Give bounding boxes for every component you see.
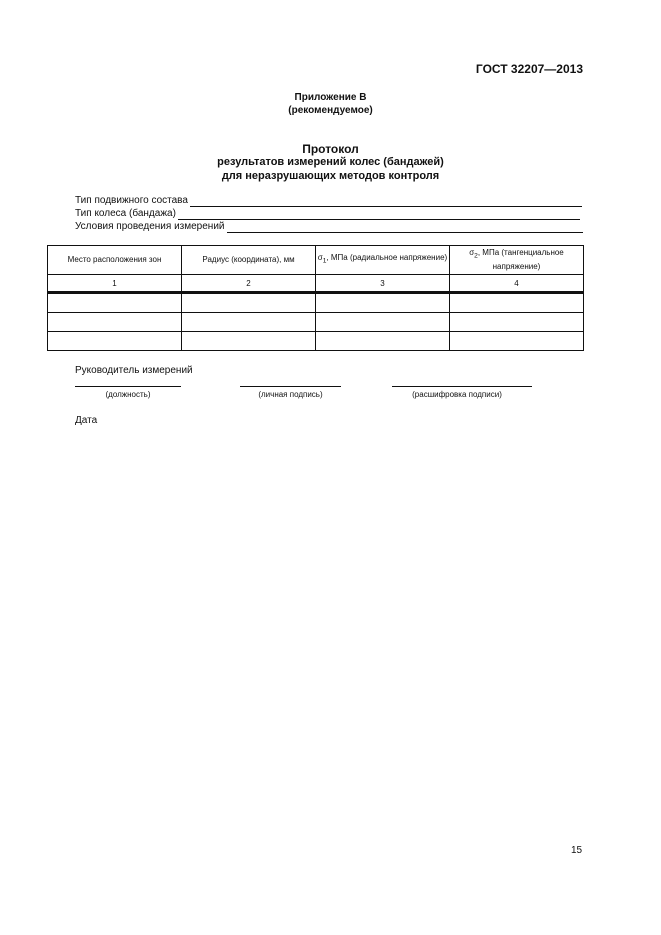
table-row [48, 313, 584, 332]
header-radial-stress [316, 246, 450, 275]
table-cell [182, 332, 316, 351]
column-number: 1 [48, 275, 182, 293]
table-cell [450, 332, 584, 351]
table-cell [48, 332, 182, 351]
rolling-stock-label: Тип подвижного состава [75, 195, 188, 206]
table-cell [316, 293, 450, 313]
table-cell [182, 313, 316, 332]
standard-designation: ГОСТ 32207—2013 [475, 62, 583, 76]
conditions-fill-line [227, 222, 584, 233]
conditions-label: Условия проведения измерений [75, 221, 225, 232]
appendix-status: (рекомендуемое) [288, 105, 373, 116]
radial-stress-text: , МПа (радиальное напряжение) [326, 253, 448, 263]
wheel-type-field [75, 206, 580, 220]
decoding-line [392, 386, 532, 387]
date-label: Дата [75, 415, 98, 426]
table-cell [450, 313, 584, 332]
header-radius: Радиус (координата), мм [182, 246, 316, 275]
position-line [75, 386, 181, 387]
column-number-row [48, 275, 584, 293]
protocol-subtitle-line1: результатов измерений колес (бандажей) [217, 156, 444, 168]
sigma-symbol: σ [317, 253, 323, 263]
page-number: 15 [571, 845, 583, 856]
supervisor-label: Руководитель измерений [75, 365, 193, 376]
tangential-stress-text: , МПа (тангенциальное напряжение) [477, 248, 564, 271]
appendix-title: Приложение В [294, 92, 367, 103]
header-zone-location: Место расположения зон [48, 246, 182, 275]
table-cell [48, 293, 182, 313]
sigma-symbol: σ [469, 248, 475, 258]
position-caption: (должность) [105, 390, 151, 399]
protocol-title: Протокол [302, 142, 359, 156]
table-row [48, 332, 584, 351]
column-number: 4 [450, 275, 584, 293]
sigma-subscript: 2 [474, 252, 478, 260]
table-cell [450, 293, 584, 313]
table-cell [316, 313, 450, 332]
signature-caption: (личная подпись) [258, 390, 323, 399]
column-number: 3 [316, 275, 450, 293]
conditions-field [75, 219, 583, 233]
table-cell [182, 293, 316, 313]
sigma-subscript: 1 [322, 257, 327, 265]
decoding-caption: (расшифровка подписи) [412, 390, 502, 399]
measurement-table [47, 245, 584, 351]
column-number: 2 [182, 275, 316, 293]
rolling-stock-field [75, 193, 582, 207]
header-tangential-stress [450, 246, 584, 275]
protocol-subtitle-line2: для неразрушающих методов контроля [221, 170, 440, 182]
wheel-type-label: Тип колеса (бандажа) [75, 208, 176, 219]
table-cell [48, 313, 182, 332]
signature-line [240, 386, 341, 387]
table-row [48, 293, 584, 313]
table-header-row [48, 246, 584, 275]
table-cell [316, 332, 450, 351]
